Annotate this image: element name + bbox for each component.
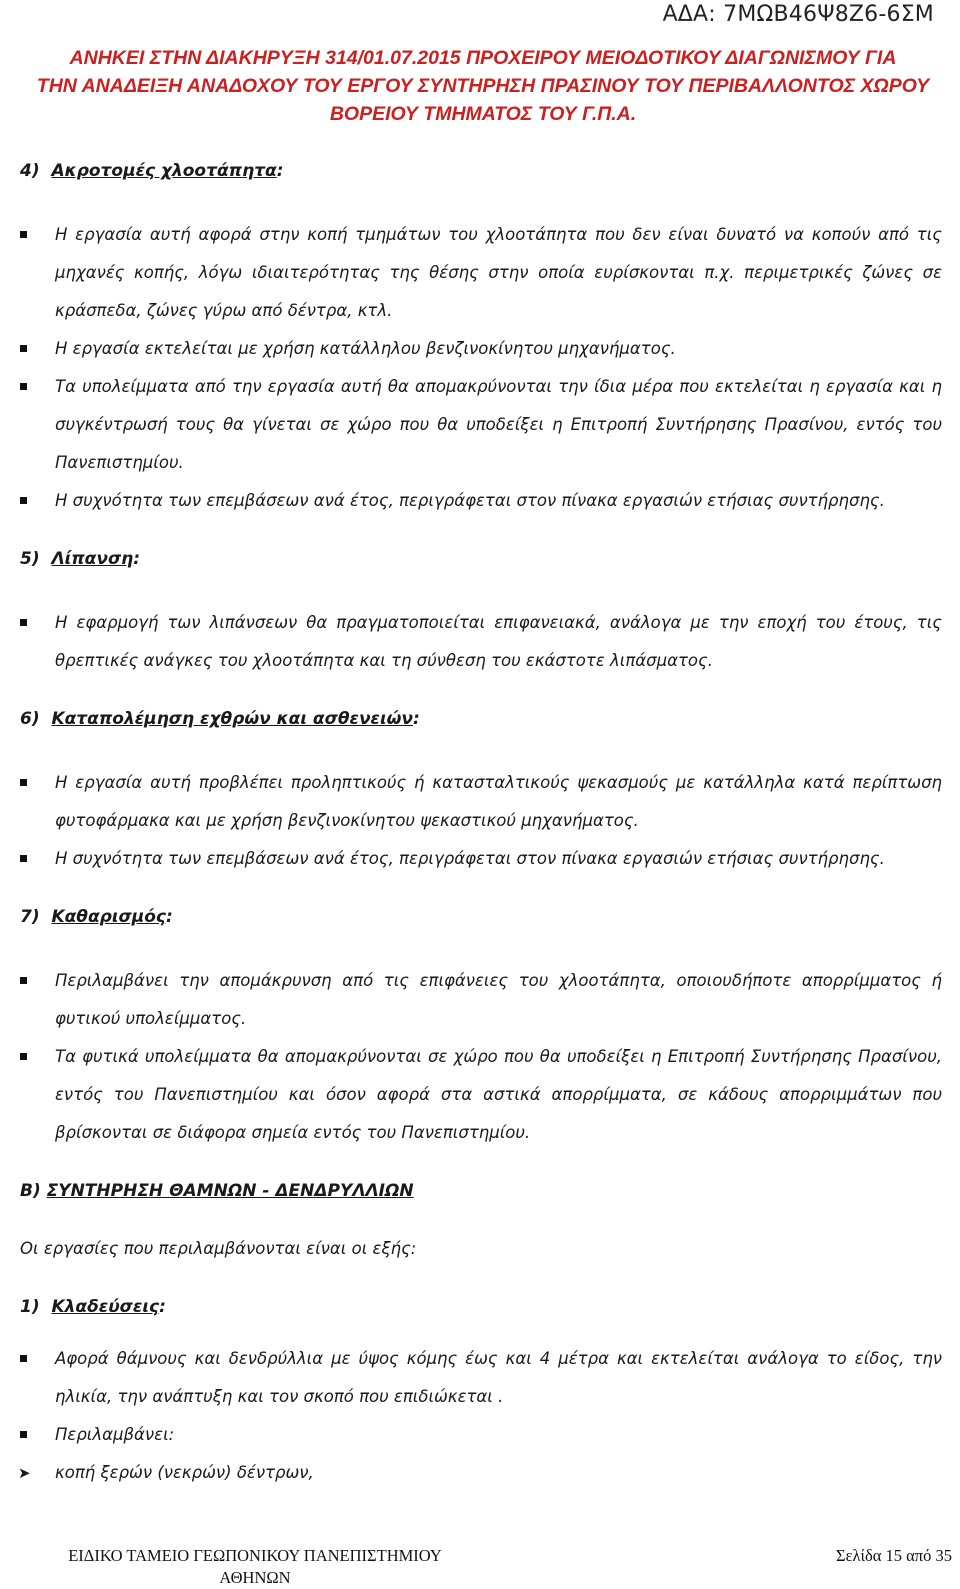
- square-bullet-icon: [20, 383, 27, 390]
- list-item-text: Η συχνότητα των επεμβάσεων ανά έτος, περιγράφεται στον πίνακα εργασιών ετήσιας συντήρησης.: [55, 849, 885, 868]
- list-item-text: Η εργασία αυτή προβλέπει προληπτικούς ή κατασταλτικούς ψεκασμούς με κατάλληλα κατά περίπτωση φυτοφάρμακα και με χρήση βενζινοκίνητου ψεκαστικού μηχανήματος.: [55, 773, 942, 830]
- document-body: [20, 152, 942, 1492]
- section-b-heading: [20, 1172, 942, 1210]
- heading-colon: :: [133, 549, 141, 569]
- footer-org-line-2: ΑΘΗΝΩΝ: [219, 1568, 291, 1587]
- footer-organization: [20, 1545, 490, 1589]
- list-item-text: κοπή ξερών (νεκρών) δέντρων,: [55, 1463, 314, 1482]
- tender-notice-line-2: ΤΗΝ ΑΝΑΔΕΙΞΗ ΑΝΑΔΟΧΟΥ ΤΟΥ ΕΡΓΟΥ ΣΥΝΤΗΡΗΣΗ ΠΡΑΣΙΝΟΥ ΤΟΥ ΠΕΡΙΒΑΛΛΟΝΤΟΣ ΧΩΡΟΥ: [36, 75, 930, 97]
- section-number: 5): [20, 549, 40, 569]
- list-item: [20, 764, 942, 840]
- square-bullet-icon: [20, 1053, 27, 1060]
- list-item: [20, 482, 942, 520]
- square-bullet-icon: [20, 855, 27, 862]
- section-title: Λίπανση: [51, 549, 134, 569]
- list-item-text: Περιλαμβάνει:: [55, 1425, 175, 1444]
- section-5-list: [20, 604, 942, 680]
- section-title: Κλαδεύσεις: [51, 1297, 160, 1317]
- list-item: [20, 1454, 942, 1492]
- list-item: [20, 1038, 942, 1152]
- tender-notice-line-3: ΒΟΡΕΙΟΥ ΤΜΗΜΑΤΟΣ ΤΟΥ Γ.Π.Α.: [329, 103, 637, 125]
- list-item-text: Αφορά θάμνους και δενδρύλλια με ύψος κόμης έως και 4 μέτρα και εκτελείται ανάλογα το είδος, την ηλικία, την ανάπτυξη και τον σκοπό που επιδιώκεται .: [55, 1349, 942, 1406]
- section-6-list: [20, 764, 942, 878]
- list-item: [20, 840, 942, 878]
- footer-org-line-1: ΕΙΔΙΚΟ ΤΑΜΕΙΟ ΓΕΩΠΟΝΙΚΟΥ ΠΑΝΕΠΙΣΤΗΜΙΟΥ: [68, 1546, 442, 1565]
- section-number: 4): [20, 161, 40, 181]
- list-item-text: Η συχνότητα των επεμβάσεων ανά έτος, περιγράφεται στον πίνακα εργασιών ετήσιας συντήρησης.: [55, 491, 885, 510]
- list-item: [20, 368, 942, 482]
- square-bullet-icon: [20, 497, 27, 504]
- section-title: Καταπολέμηση εχθρών και ασθενειών: [51, 709, 413, 729]
- section-number: Β): [20, 1181, 41, 1201]
- list-item-text: Περιλαμβάνει την απομάκρυνση από τις επιφάνειες του χλοοτάπητα, οποιουδήποτε απορρίμματος ή φυτικού υπολείμματος.: [55, 971, 942, 1028]
- section-title: Καθαρισμός: [51, 907, 166, 927]
- section-7-list: [20, 962, 942, 1152]
- section-7-heading: [20, 898, 942, 936]
- list-item: [20, 330, 942, 368]
- square-bullet-icon: [20, 619, 27, 626]
- list-item: [20, 216, 942, 330]
- list-item-text: Τα υπολείμματα από την εργασία αυτή θα απομακρύνονται την ίδια μέρα που εκτελείται η εργασία και η συγκέντρωσή τους θα γίνεται σε χώρο που θα υποδείξει η Επιτροπή Συντήρησης Πρασίνου, εντός του Πανεπιστημίου.: [55, 377, 942, 472]
- section-5-heading: [20, 540, 942, 578]
- square-bullet-icon: [20, 1431, 27, 1438]
- section-6-heading: [20, 700, 942, 738]
- tender-notice: [20, 44, 946, 128]
- square-bullet-icon: [20, 977, 27, 984]
- heading-colon: :: [276, 161, 284, 181]
- square-bullet-icon: [20, 345, 27, 352]
- tender-notice-line-1: ΑΝΗΚΕΙ ΣΤΗΝ ΔΙΑΚΗΡΥΞΗ 314/01.07.2015 ΠΡΟΧΕΙΡΟΥ ΜΕΙΟΔΟΤΙΚΟΥ ΔΙΑΓΩΝΙΣΜΟΥ ΓΙΑ: [69, 47, 897, 69]
- section-number: 1): [20, 1297, 40, 1317]
- heading-colon: :: [165, 907, 173, 927]
- arrow-bullet-icon: ➤: [18, 1464, 31, 1482]
- page-number: Σελίδα 15 από 35: [836, 1546, 952, 1565]
- heading-colon: :: [413, 709, 420, 729]
- square-bullet-icon: [20, 1355, 27, 1362]
- list-item: [20, 962, 942, 1038]
- list-item-text: Τα φυτικά υπολείμματα θα απομακρύνονται σε χώρο που θα υποδείξει η Επιτροπή Συντήρησης Πρασίνου, εντός του Πανεπιστημίου και όσον αφορά στα αστικά απορρίμματα, σε κάδους απορριμμάτων που βρίσκονται σε διάφορα σημεία εντός του Πανεπιστημίου.: [55, 1047, 942, 1142]
- section-b-intro: Οι εργασίες που περιλαμβάνονται είναι οι εξής:: [20, 1239, 417, 1258]
- square-bullet-icon: [20, 779, 27, 786]
- square-bullet-icon: [20, 231, 27, 238]
- list-item: [20, 1340, 942, 1416]
- list-item: [20, 1416, 942, 1454]
- section-4-heading: [20, 152, 942, 190]
- list-item-text: Η εργασία εκτελείται με χρήση κατάλληλου βενζινοκίνητου μηχανήματος.: [55, 339, 676, 358]
- heading-colon: :: [159, 1297, 166, 1317]
- section-number: 6): [20, 709, 40, 729]
- list-item: [20, 604, 942, 680]
- section-1-heading: [20, 1288, 942, 1326]
- section-4-list: [20, 216, 942, 520]
- section-number: 7): [20, 907, 40, 927]
- section-title: Ακροτομές χλοοτάπητα: [51, 161, 277, 181]
- list-item-text: Η εφαρμογή των λιπάνσεων θα πραγματοποιείται επιφανειακά, ανάλογα με την εποχή του έτους, τις θρεπτικές ανάγκες του χλοοτάπητα και τη σύνθεση του εκάστοτε λιπάσματος.: [55, 613, 942, 670]
- section-title: ΣΥΝΤΗΡΗΣΗ ΘΑΜΝΩΝ - ΔΕΝΔΡΥΛΛΙΩΝ: [46, 1181, 414, 1201]
- ada-code: ΑΔΑ: 7ΜΩΒ46Ψ8Ζ6-6ΣΜ: [662, 2, 934, 27]
- list-item-text: Η εργασία αυτή αφορά στην κοπή τμημάτων του χλοοτάπητα που δεν είναι δυνατό να κοπούν από τις μηχανές κοπής, λόγω ιδιαιτερότητας της θέσης στην οποία ευρίσκονται π.χ. περιμετρικές ζώνες σε κράσπεδα, ζώνες γύρω από δέντρα, κτλ.: [55, 225, 942, 320]
- section-1-list: [20, 1340, 942, 1492]
